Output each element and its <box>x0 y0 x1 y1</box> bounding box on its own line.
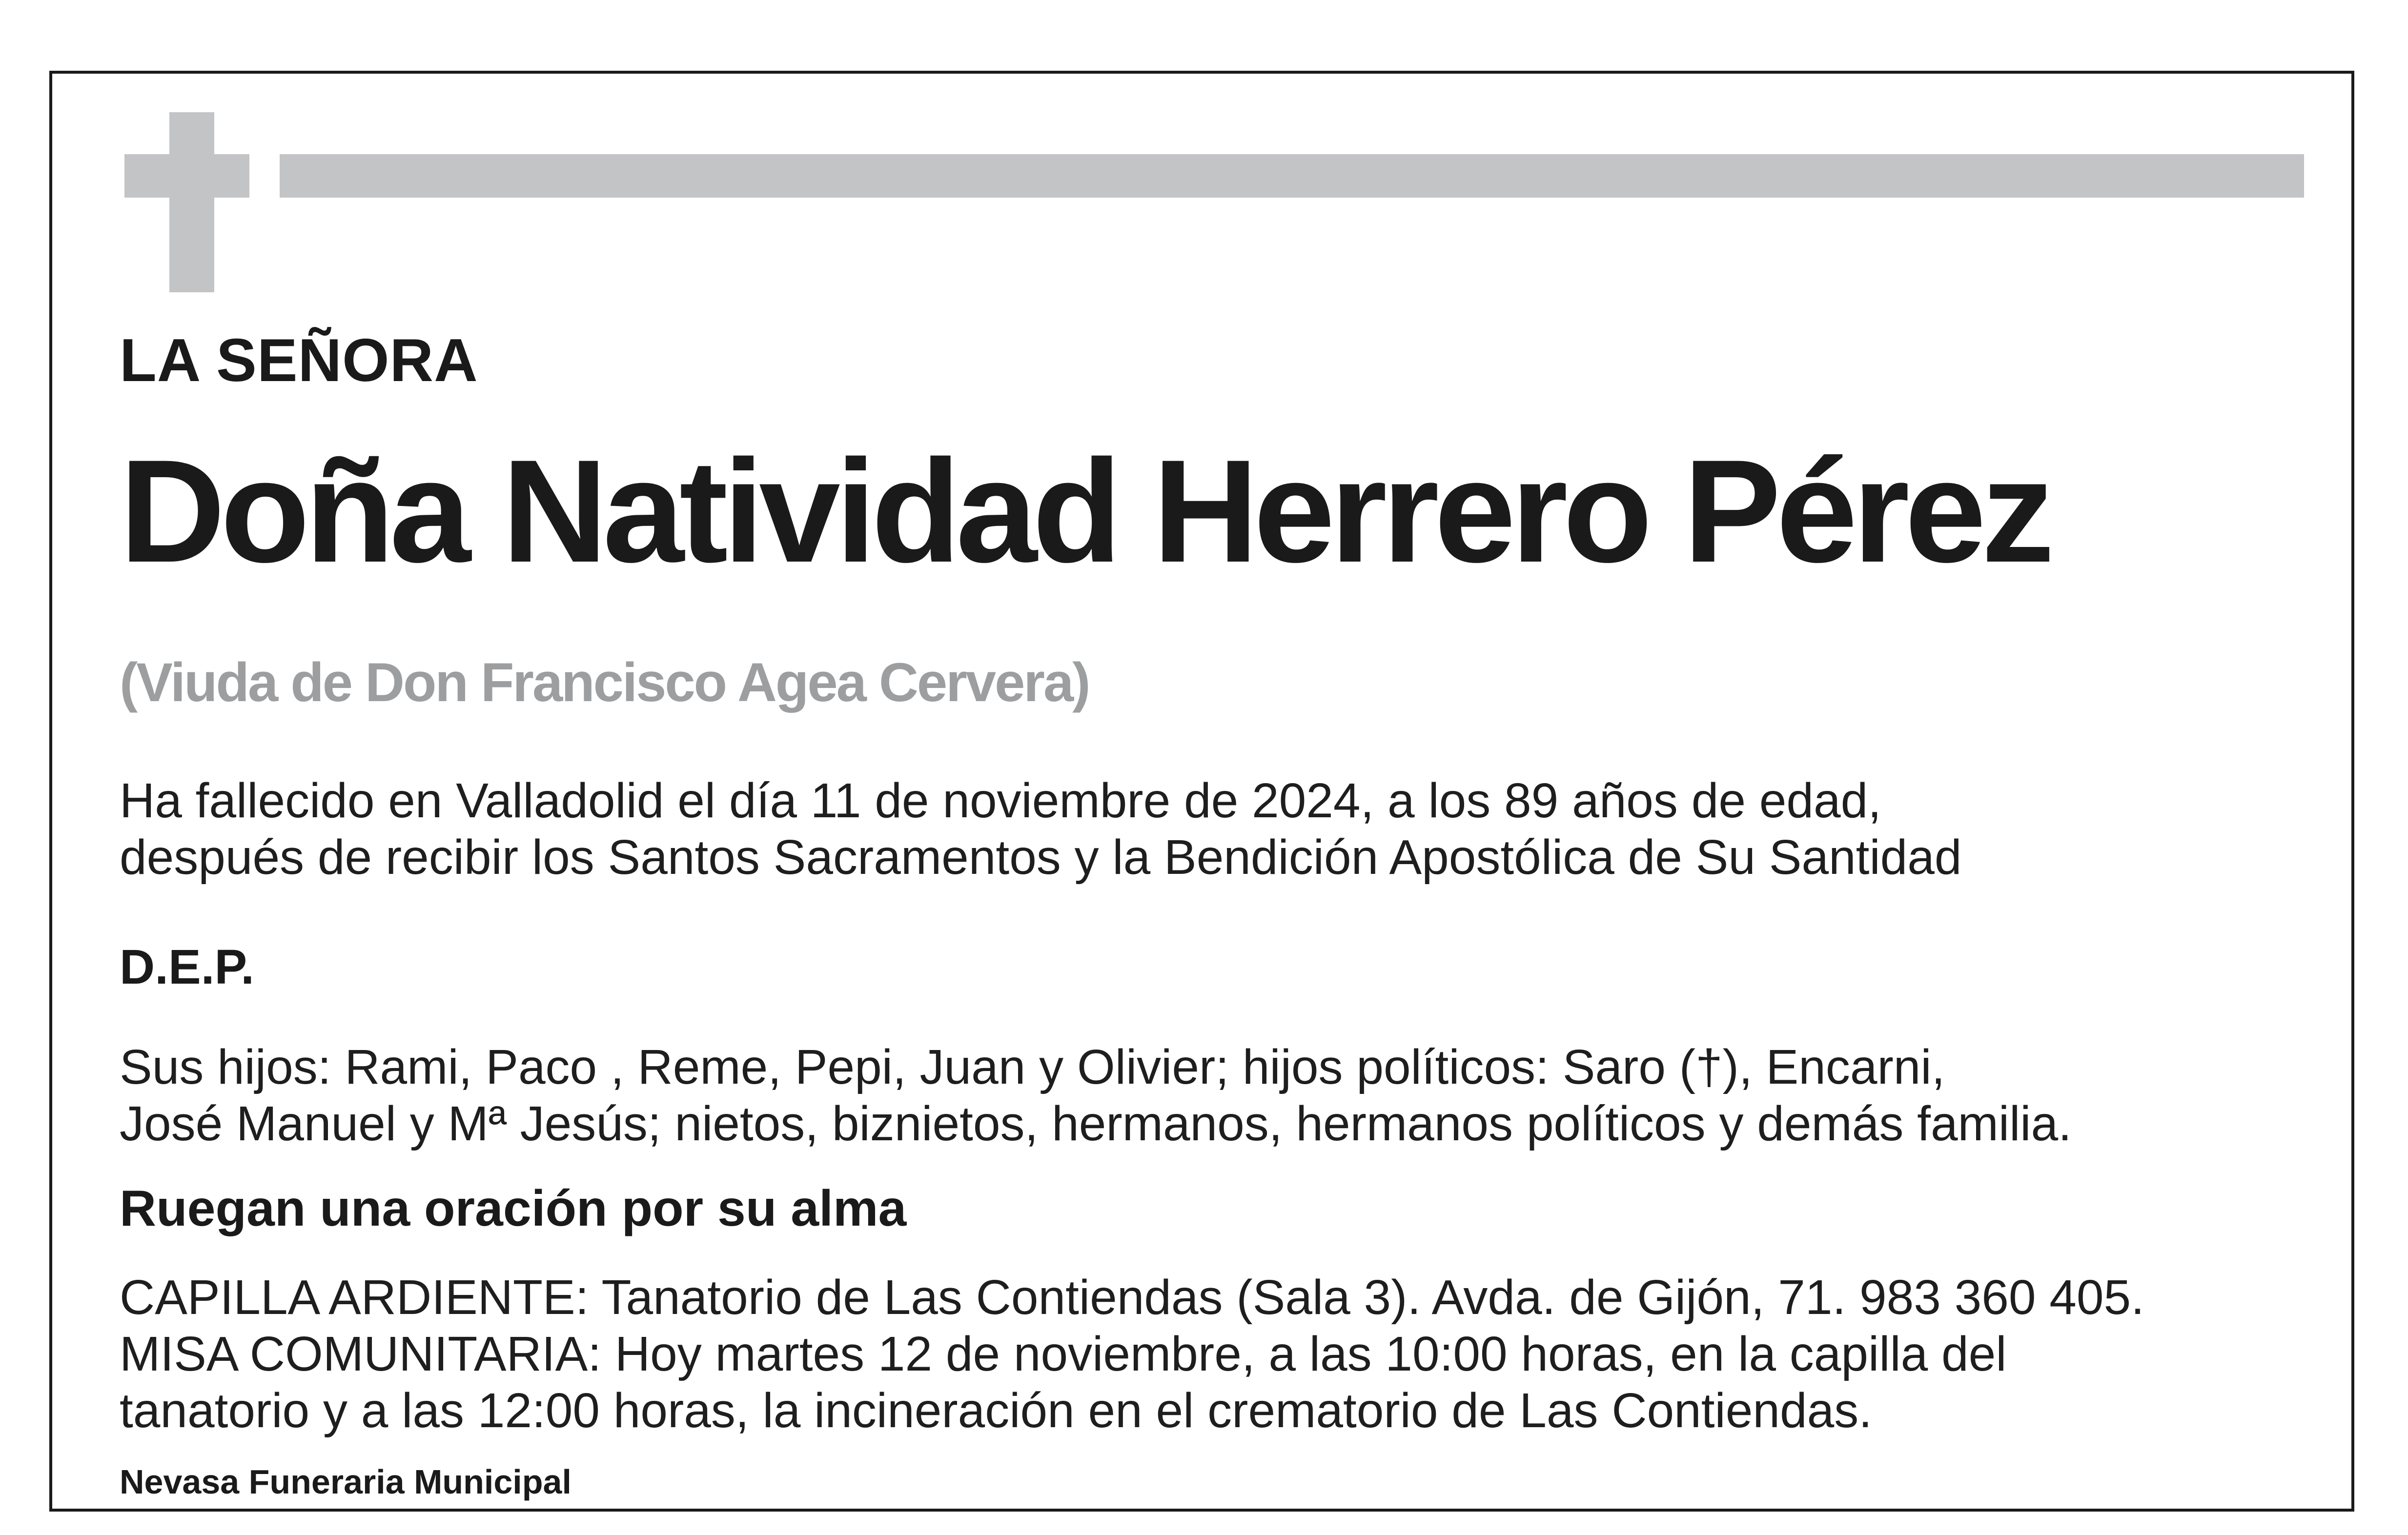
deceased-name: Doña Natividad Herrero Pérez <box>120 429 2050 593</box>
rip-label: D.E.P. <box>120 940 255 994</box>
service-info-paragraph <box>120 1269 2144 1439</box>
family-paragraph <box>120 1039 2072 1152</box>
prayer-request: Ruegan una oración por su alma <box>120 1180 907 1237</box>
info-line: tanatorio y a las 12:00 horas, la incineración en el crematorio de Las Contiendas. <box>120 1383 1873 1438</box>
death-line: después de recibir los Santos Sacramentos y la Bendición Apostólica de Su Santidad <box>120 830 1962 885</box>
cross-vertical-bar <box>169 112 214 292</box>
info-line: MISA COMUNITARIA: Hoy martes 12 de noviembre, a las 10:00 horas, en la capilla del <box>120 1327 2007 1381</box>
funeral-home: Nevasa Funeraria Municipal <box>120 1463 571 1501</box>
death-paragraph <box>120 772 1962 886</box>
widow-of-line: (Viuda de Don Francisco Agea Cervera) <box>120 652 1089 713</box>
info-line: CAPILLA ARDIENTE: Tanatorio de Las Contiendas (Sala 3). Avda. de Gijón, 71. 983 360 405. <box>120 1270 2144 1325</box>
cross-horizontal-bar <box>124 154 249 198</box>
family-line: José Manuel y Mª Jesús; nietos, biznietos, hermanos, hermanos políticos y demás familia. <box>120 1096 2072 1151</box>
family-line: Sus hijos: Rami, Paco , Reme, Pepi, Juan y Olivier; hijos políticos: Saro (†), Encarni, <box>120 1040 1945 1094</box>
death-line: Ha fallecido en Valladolid el día 11 de noviembre de 2024, a los 89 años de edad, <box>120 773 1881 828</box>
notice-heading: LA SEÑORA <box>120 327 478 394</box>
header-rule <box>280 154 2304 198</box>
